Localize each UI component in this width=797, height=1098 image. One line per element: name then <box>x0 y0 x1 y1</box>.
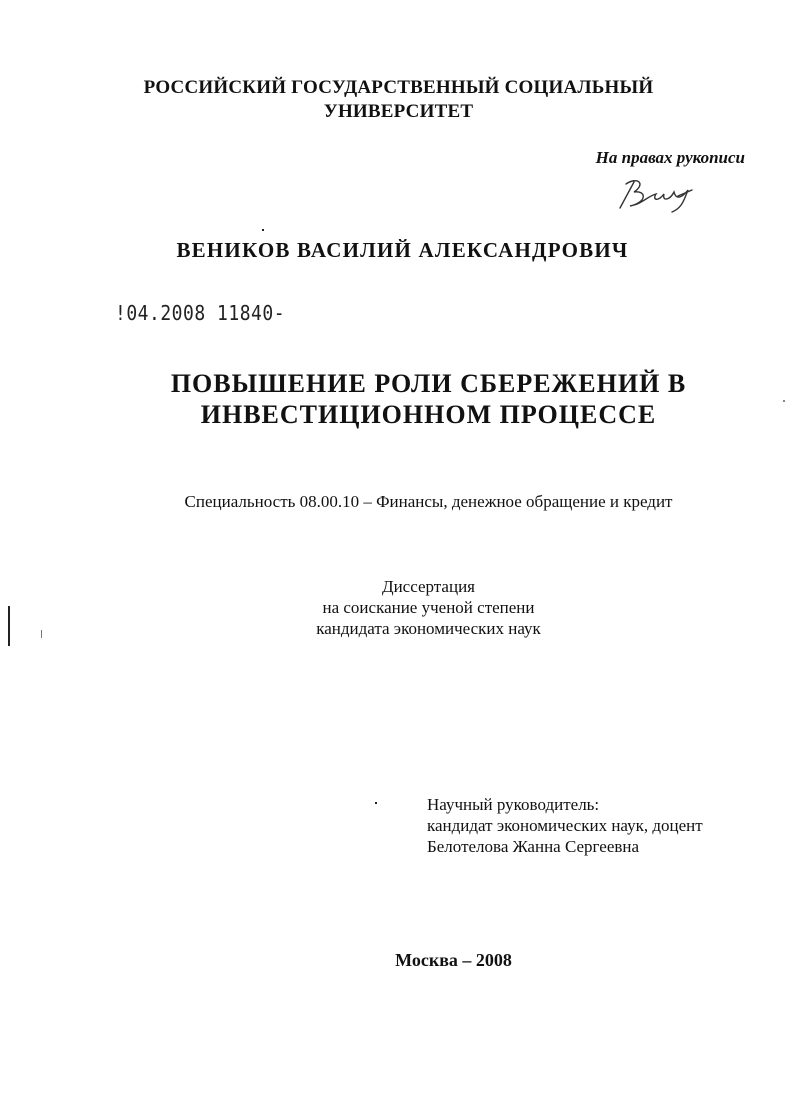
scan-dot-3 <box>783 400 785 402</box>
supervisor-label: Научный руководитель: <box>427 795 600 814</box>
author-name: ВЕНИКОВ ВАСИЛИЙ АЛЕКСАНДРОВИЧ <box>176 238 629 262</box>
scan-dot-2 <box>375 802 377 804</box>
degree-line2: на соискание ученой степени <box>322 598 535 617</box>
scan-edge-mark <box>8 606 10 646</box>
title-line2: ИНВЕСТИЦИОННОМ ПРОЦЕССЕ <box>200 400 657 429</box>
title-line1: ПОВЫШЕНИЕ РОЛИ СБЕРЕЖЕНИЙ В <box>170 369 687 398</box>
supervisor-block <box>427 794 703 857</box>
supervisor-name: Белотелова Жанна Сергеевна <box>427 837 640 856</box>
scan-speck <box>41 630 42 638</box>
registration-stamp: !04.2008 11840- <box>115 301 286 326</box>
specialty: Специальность 08.00.10 – Финансы, денежное обращение и кредит <box>184 492 673 511</box>
manuscript-note: На правах рукописи <box>595 148 745 167</box>
handwritten-signature <box>612 170 702 220</box>
university-name-line2: УНИВЕРСИТЕТ <box>323 101 474 122</box>
degree-line1: Диссертация <box>381 577 475 596</box>
university-name <box>0 76 797 124</box>
university-name-line1: РОССИЙСКИЙ ГОСУДАРСТВЕННЫЙ СОЦИАЛЬНЫЙ <box>143 77 654 98</box>
city-year: Москва – 2008 <box>395 950 512 970</box>
supervisor-degree: кандидат экономических наук, доцент <box>427 816 703 835</box>
degree-line3: кандидата экономических наук <box>316 619 541 638</box>
degree-statement <box>0 576 797 639</box>
dissertation-title <box>0 368 797 430</box>
scan-dot <box>262 229 264 231</box>
